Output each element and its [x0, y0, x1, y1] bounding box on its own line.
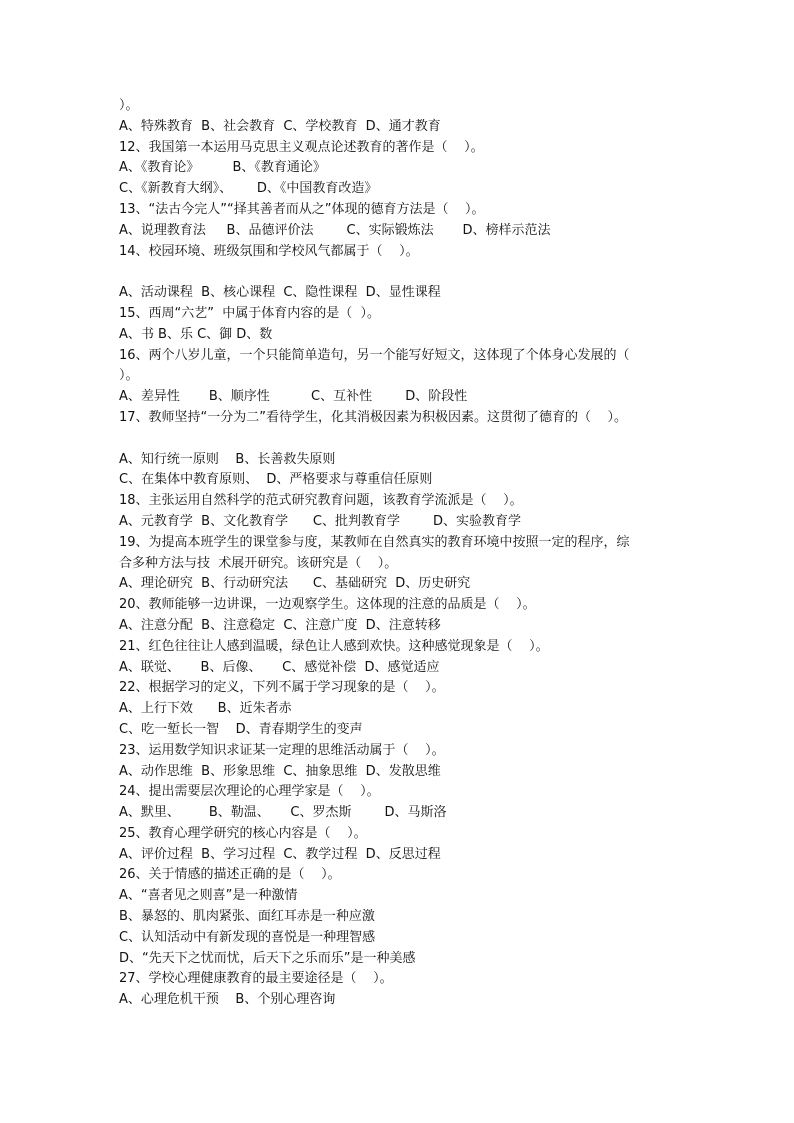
text-line: A、活动课程 B、核心课程 C、隐性课程 D、显性课程 [119, 285, 441, 301]
text-line: A、说理教育法 B、品德评价法 C、实际锻炼法 D、榜样示范法 [119, 222, 551, 238]
text-line: D、“先天下之忧而忧，后天下之乐而乐”是一种美感 [119, 950, 416, 966]
text-line: 19、为提高本班学生的课堂参与度，某教师在自然真实的教育环境中按照一定的程序，综 [119, 534, 630, 550]
text-line: C、《新教育大纲》、 D、《中国教育改造》 [119, 181, 378, 197]
text-line: 20、教师能够一边讲课，一边观察学生。这体现的注意的品质是（ ）。 [119, 597, 536, 613]
text-line: 17、教师坚持“一分为二”看待学生，化其消极因素为积极因素。这贯彻了德育的（ ）。 [119, 409, 628, 425]
text-line: 24、提出需要层次理论的心理学家是（ ）。 [119, 784, 380, 800]
text-line: ）。 [119, 368, 139, 384]
text-line: A、书 B、乐 C、御 D、数 [119, 326, 273, 342]
text-line: 21、红色往往让人感到温暖，绿色让人感到欢快。这种感觉现象是（ ）。 [119, 638, 549, 654]
text-line: 25、教育心理学研究的核心内容是（ ）。 [119, 825, 367, 841]
text-line: C、认知活动中有新发现的喜悦是一种理智感 [119, 929, 376, 945]
text-line: A、元教育学 B、文化教育学 C、批判教育学 D、实验教育学 [119, 513, 522, 529]
blank-line [119, 429, 679, 450]
text-line: A、特殊教育 B、社会教育 C、学校教育 D、通才教育 [119, 118, 441, 134]
text-line: 16、两个八岁儿童，一个只能简单造句，另一个能写好短文，这体现了个体身心发展的（ [119, 347, 630, 363]
text-line: A、心理危机干预 B、个别心理咨询 [119, 992, 336, 1008]
text-line: 26、关于情感的描述正确的是（ ）。 [119, 867, 341, 883]
text-line: A、动作思维 B、形象思维 C、抽象思维 D、发散思维 [119, 763, 441, 779]
text-line: A、理论研究 B、行动研究法 C、基础研究 D、历史研究 [119, 576, 471, 592]
text-line: 合多种方法与技 术展开研究。该研究是（ ）。 [119, 555, 398, 571]
text-line: A、“喜者见之则喜”是一种激情 [119, 888, 298, 904]
text-line: ）。 [119, 98, 139, 113]
blank-line [119, 262, 679, 283]
text-line: 23、运用数学知识求证某一定理的思维活动属于（ ）。 [119, 742, 445, 758]
text-line: A、《教育论》 B、《教育通论》 [119, 160, 326, 176]
text-line: A、注意分配 B、注意稳定 C、注意广度 D、注意转移 [119, 617, 441, 633]
text-line: A、差异性 B、顺序性 C、互补性 D、阶段性 [119, 389, 468, 405]
text-line: 27、学校心理健康教育的最主要途径是（ ）。 [119, 971, 393, 987]
text-line: C、在集体中教育原则、 D、严格要求与尊重信任原则 [119, 472, 433, 488]
text-line: 12、我国第一本运用马克思主义观点论述教育的著作是（ ）。 [119, 139, 484, 155]
text-line: 18、主张运用自然科学的范式研究教育问题，该教育学流派是（ ）。 [119, 493, 523, 509]
text-line: 15、西周“六艺” 中属于体育内容的是（ ）。 [119, 305, 381, 321]
text-line: B、暴怒的、肌肉紧张、面红耳赤是一种应激 [119, 909, 375, 925]
text-line: C、吃一堑长一智 D、青春期学生的变声 [119, 721, 363, 737]
text-line: A、上行下效 B、近朱者赤 [119, 701, 292, 717]
text-line: 22、根据学习的定义，下列不属于学习现象的是（ ）。 [119, 680, 445, 696]
text-line: 13、“法古今完人”“择其善者而从之”体现的德育方法是（ ）。 [119, 201, 485, 217]
text-line: A、默里、 B、勒温、 C、罗杰斯 D、马斯洛 [119, 805, 447, 821]
text-line: A、知行统一原则 B、长善救失原则 [119, 451, 336, 467]
text-line: A、联觉、 B、后像、 C、感觉补偿 D、感觉适应 [119, 659, 440, 675]
text-line: 14、校园环境、班级氛围和学校风气都属于（ ）。 [119, 243, 419, 259]
text-line: A、评价过程 B、学习过程 C、教学过程 D、反思过程 [119, 846, 441, 862]
exam-question-text [119, 96, 679, 1011]
